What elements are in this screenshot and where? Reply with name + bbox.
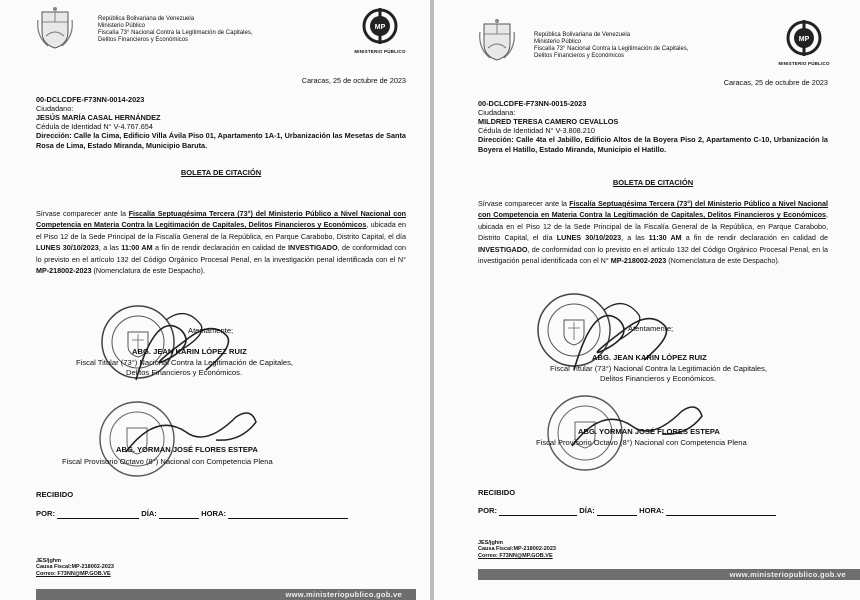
citation-day: LUNES 30/10/2023	[36, 243, 99, 253]
citation-page-right	[434, 0, 860, 600]
coat-of-arms-icon	[36, 6, 74, 50]
signatory-1-name: ABG. JEAN KARIN LÓPEZ RUIZ	[592, 353, 707, 362]
por-field[interactable]	[499, 507, 577, 516]
signatory-1-name: ABG. JEAN KARIN LÓPEZ RUIZ	[132, 347, 247, 356]
case-number: MP-218002-2023	[610, 256, 667, 266]
institution-line: Ministerio Público	[98, 23, 146, 29]
por-field[interactable]	[57, 510, 139, 519]
footer-line: JES/jghm	[478, 540, 504, 546]
website-link[interactable]: www.ministeriopublico.gob.ve	[729, 570, 846, 579]
footer-references	[478, 540, 556, 559]
signatory-1-title: Fiscal Titular (73°) Nacional Contra la Legitimación de Capitales,	[550, 364, 768, 373]
signatory-2-name: ABG. YORMAN JOSÉ FLORES ESTEPA	[578, 427, 720, 436]
recipient-id: Cédula de Identidad N° V-3.808.210	[478, 126, 595, 135]
received-label: RECIBIDO	[36, 490, 74, 499]
body-text: , a las	[621, 233, 649, 243]
website-link[interactable]: www.ministeriopublico.gob.ve	[285, 590, 402, 599]
document-title: BOLETA DE CITACIÓN	[612, 178, 694, 187]
footer-email: Correo: F73NN@MP.GOB.VE	[478, 552, 553, 559]
document-date: Caracas, 25 de octubre de 2023	[301, 76, 406, 85]
body-text: Sírvase comparecer ante la	[36, 209, 129, 218]
website-footer-bar	[36, 589, 416, 600]
coat-of-arms-icon	[478, 18, 516, 62]
svg-text:MP: MP	[798, 36, 810, 43]
svg-text:MP: MP	[374, 24, 386, 31]
dia-label: DÍA:	[579, 506, 595, 515]
footer-line: Causa Fiscal:MP-218002-2023	[36, 564, 114, 571]
mp-logo-icon	[784, 18, 824, 58]
document-title: BOLETA DE CITACIÓN	[180, 168, 262, 177]
closing-salutation: Atentamente;	[628, 324, 674, 333]
mp-logo	[350, 6, 410, 62]
body-text: , de conformidad con lo previsto en el artículo 132 del Código Orgánico Procesal Penal, en la investigación penal identificada con el N°	[36, 243, 406, 264]
hora-field[interactable]	[666, 507, 776, 516]
body-text: a fin de rendir declaración en calidad de	[681, 233, 828, 243]
por-label: POR:	[36, 509, 55, 518]
dia-field[interactable]	[597, 507, 637, 516]
institution-block	[98, 16, 252, 44]
reference-number: 00-DCLCDFE-F73NN-0015-2023	[478, 99, 587, 108]
citation-time: 11:30 AM	[648, 233, 682, 243]
recipient-address: Dirección: Calle 4ta el Jabillo, Edificio Altos de la Boyera Piso 2, Apartamento C-10, Urbanización la Boyera el Hatillo, Estado Miranda, Municipio el Hatillo.	[478, 135, 828, 154]
body-text: , a las	[98, 243, 122, 253]
signatory-1-title: Delitos Financieros y Económicos.	[126, 368, 243, 377]
footer-references	[36, 558, 114, 577]
hora-field[interactable]	[228, 510, 348, 519]
signatory-2-title: Fiscal Provisorio Octavo (8°) Nacional con Competencia Plena	[536, 438, 747, 447]
letterhead	[478, 18, 834, 70]
institution-line: Delitos Financieros y Económicos	[534, 53, 625, 59]
body-text: , ubicada en el Piso 12 de la Sede Principal de la Fiscalía General de la República, en Parque Carabobo, Distrito Capital, el día	[478, 210, 828, 243]
institution-line: Ministerio Público	[534, 39, 582, 45]
body-text: Sírvase comparecer ante la	[478, 199, 570, 208]
institution-line: Delitos Financieros y Económicos	[98, 37, 189, 43]
footer-line: Causa Fiscal:MP-218002-2023	[478, 546, 556, 553]
logo-label: MINISTERIO PÚBLICO	[354, 49, 406, 54]
recipient-name: MILDRED TERESA CAMERO CEVALLOS	[478, 117, 619, 126]
signatory-2-title: Fiscal Provisorio Octavo (8°) Nacional con Competencia Plena	[62, 457, 273, 466]
institution-block	[534, 32, 688, 60]
body-text: , ubicada en el Piso 12 de la Sede Principal de la Fiscalía General de la República, en Parque Carabobo, Distrito Capital, el día	[36, 220, 407, 241]
body-text: (Nomenclatura de este Despacho).	[91, 266, 206, 276]
document-date: Caracas, 25 de octubre de 2023	[723, 78, 828, 87]
ciudadano-label: Ciudadana:	[478, 108, 516, 117]
case-number: MP-218002-2023	[36, 266, 92, 276]
received-label: RECIBIDO	[478, 488, 516, 497]
citation-role: INVESTIGADO	[478, 244, 528, 254]
institution-line: Fiscalía 73° Nacional Contra la Legitimación de Capitales,	[98, 30, 253, 36]
hora-label: HORA:	[639, 506, 664, 515]
citation-time: 11:00 AM	[121, 243, 153, 253]
footer-email: Correo: F73NN@MP.GOB.VE	[36, 570, 111, 577]
mp-logo	[774, 18, 834, 74]
recipient-name: JESÚS MARÍA CASAL HERNÁNDEZ	[36, 113, 161, 122]
signatory-1-title: Delitos Financieros y Económicos.	[600, 374, 717, 383]
fiscalia-name: Fiscalía Septuagésima Tercera (73°) del Ministerio Público a Nivel Nacional con Competencia en Materia Contra la Legitimación de Capitales, Delitos Financieros y Económicos	[36, 209, 406, 230]
closing-salutation: Atentamente;	[188, 326, 234, 335]
body-text: , de conformidad con lo previsto en el artículo 132 del Código Orgánico Procesal Penal, en la investigación penal identificada con el N°	[478, 244, 828, 266]
website-footer-bar	[478, 569, 860, 580]
body-text: a fin de rendir declaración en calidad de	[152, 243, 289, 253]
body-text: (Nomenclatura de este Despacho).	[666, 256, 780, 266]
citation-day: LUNES 30/10/2023	[556, 233, 622, 243]
por-label: POR:	[478, 506, 497, 515]
dia-field[interactable]	[159, 510, 199, 519]
hora-label: HORA:	[201, 509, 226, 518]
fiscalia-name: Fiscalía Septuagésima Tercera (73°) del Ministerio Público a Nivel Nacional con Competencia en Materia Contra la Legitimación de Capitales, Delitos Financieros y Económicos	[478, 199, 828, 220]
footer-line: JES/jghm	[36, 558, 62, 564]
citation-role: INVESTIGADO	[288, 243, 338, 253]
reference-number: 00-DCLCDFE-F73NN-0014-2023	[36, 95, 145, 104]
recipient-address: Dirección: Calle la Cima, Edificio Villa Ávila Piso 01, Apartamento 1A-1, Urbanización las Mesetas de Santa Rosa de Lima, Estado Miranda, Municipio Baruta.	[36, 131, 406, 150]
institution-line: Fiscalía 73° Nacional Contra la Legitimación de Capitales,	[534, 46, 689, 52]
signatory-1-title: Fiscal Titular (73°) Nacional Contra la Legitimación de Capitales,	[76, 358, 294, 367]
receipt-fields	[36, 509, 396, 519]
institution-line: República Bolivariana de Venezuela	[98, 16, 195, 22]
mp-logo-icon	[360, 6, 400, 46]
letterhead	[36, 6, 410, 58]
ciudadano-label: Ciudadano:	[36, 104, 74, 113]
recipient-id: Cédula de Identidad N° V-4.767.654	[36, 122, 153, 131]
dia-label: DÍA:	[141, 509, 157, 518]
citation-body	[36, 208, 406, 276]
receipt-fields	[478, 506, 818, 516]
institution-line: República Bolivariana de Venezuela	[534, 32, 631, 38]
signatory-2-name: ABG. YORMAN JOSÉ FLORES ESTEPA	[116, 445, 258, 454]
logo-label: MINISTERIO PÚBLICO	[778, 61, 830, 66]
citation-body	[478, 198, 828, 266]
